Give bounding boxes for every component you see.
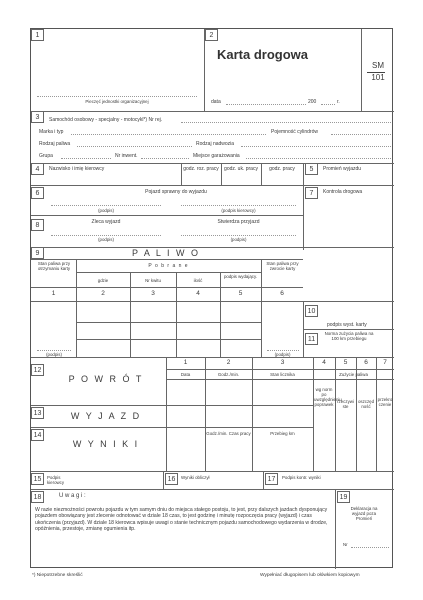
registration-field[interactable] — [181, 122, 391, 123]
section-number-13: 13 — [31, 407, 44, 419]
section-number-18: 18 — [31, 491, 44, 503]
make-label: Marka i typ — [39, 129, 64, 135]
sig-fuel-before: (podpis) — [46, 352, 62, 357]
saving-col-label: oszczędność — [357, 399, 375, 409]
bodywork-label: Rodzaj nadwozia — [196, 141, 235, 147]
work-hours-label: godz. pracy — [269, 166, 295, 172]
fuel-col-1: 1 — [51, 290, 56, 297]
date-label: data — [211, 99, 221, 105]
fuel-usage-col-label: Zużycie paliwa — [339, 372, 368, 377]
vehicle-type-label: Samochód osobowy - specjalny - motocykl*) Nr rej. — [49, 117, 163, 123]
start-time-label: godz. roz. pracy — [183, 166, 219, 172]
confirms-arrival-label: Stwierdza przyjazd — [217, 219, 260, 225]
date-year: 200 — [308, 99, 317, 105]
section-number-17: 17 — [265, 473, 278, 485]
section-number-14: 14 — [31, 429, 44, 441]
remarks-text: W razie niezmożności powrotu pojazdu w tym samym dniu do miejsca stałego postoju, to jest, przy dalszych jazdach dysponujący pojazdem obowiązany jest zlecenie odnotować w dziale 18 czas, to jest godzinę i minutę rozpoczęcia pracy (wyjazd) i czas ukończenia (przyjazd). W dziale 18 kierowca wpisuje uwagi o stanie technicznym pojazdu samochodowego wydarzenia w drodze, opóźnienia, przestoje, zmianę ogumienia itp. — [35, 507, 328, 533]
calculated-by-label: Wyniki obliczył — [181, 475, 210, 480]
remarks-title: U w a g i : — [59, 493, 86, 499]
results-control-sig-label: Podpis kontr. wyniki — [282, 475, 321, 480]
inventory-field[interactable] — [141, 158, 189, 159]
sig-dispatcher-6: (podpis) — [98, 208, 114, 213]
amount-label: ilość — [193, 278, 203, 283]
departure-row-label: W Y J A Z D — [70, 411, 142, 421]
overuse-col-label: przekroczenie — [377, 397, 393, 407]
section-number-4: 4 — [31, 163, 44, 175]
fuel-norm-label: Norma zużycia paliwa na 100 km przebiegu — [324, 331, 374, 341]
group-label: Grupa — [39, 153, 53, 159]
card-issuer-sig-label: podpis wyst. karty — [327, 322, 367, 328]
trip-col-3: 3 — [280, 359, 285, 366]
group-field[interactable] — [61, 158, 111, 159]
sig-driver-6: (podpis kierowcy) — [221, 208, 256, 213]
work-time-col-label: Godz./min. Czas pracy — [206, 431, 251, 436]
section-number-7: 7 — [305, 187, 318, 199]
section-number-9: 9 — [31, 247, 44, 259]
garage-field[interactable] — [246, 158, 391, 159]
section-number-1: 1 — [31, 29, 44, 41]
driver-name-label: Nazwisko i imię kierowcy — [49, 166, 105, 172]
inventory-label: Nr inwent. — [115, 153, 138, 159]
form-code-top: SM — [372, 61, 384, 70]
capacity-field[interactable] — [331, 134, 391, 135]
fuel-col-2: 2 — [101, 290, 105, 297]
date-col-label: Data — [180, 372, 191, 377]
declaration-label: Deklaracja na wyjazd poza Promień — [350, 506, 378, 521]
sig-left-8: (podpis) — [98, 237, 114, 242]
section-number-8: 8 — [31, 219, 44, 231]
radius-label: Promień wyjazdu — [323, 166, 362, 172]
declaration-nr-label: Nr — [343, 542, 348, 547]
fuel-state-after-label: Stan paliwa przy zwrocie karty — [266, 261, 299, 271]
fuel-col-6: 6 — [280, 290, 284, 297]
section-number-2: 2 — [205, 29, 218, 41]
return-row-label: P O W R Ó T — [68, 374, 144, 384]
trip-col-7: 7 — [383, 359, 387, 366]
section-number-5: 5 — [305, 163, 318, 175]
bodywork-field[interactable] — [241, 146, 391, 147]
declaration-nr-field[interactable] — [351, 547, 389, 548]
date-suffix: r. — [337, 99, 340, 105]
make-field[interactable] — [71, 134, 266, 135]
mileage-col-label: Przebieg km — [270, 431, 295, 436]
road-card-form — [30, 28, 393, 568]
received-label: P o b r a n e — [148, 263, 189, 269]
odometer-col-label: Stan licznika — [270, 372, 295, 377]
trip-col-1: 1 — [183, 359, 188, 366]
issuer-sig-label: podpis wydający. — [223, 274, 258, 279]
section-number-19: 19 — [337, 491, 350, 503]
fuel-col-5: 5 — [238, 290, 243, 297]
date-field[interactable] — [226, 104, 306, 105]
trip-col-4: 4 — [322, 359, 326, 366]
trip-col-2: 2 — [226, 359, 231, 366]
sig-fuel-after: (podpis) — [274, 352, 291, 357]
fuel-col-4: 4 — [196, 290, 200, 297]
section-number-15: 15 — [31, 473, 44, 485]
section-number-11: 11 — [305, 333, 318, 345]
sig-right-8: (podpis) — [230, 237, 247, 242]
results-row-label: W Y N I K I — [72, 439, 140, 449]
fuel-state-before-label: Stan paliwa przy otrzymaniu karty — [37, 261, 71, 271]
capacity-label: Pojemność cylindrów — [271, 129, 318, 135]
fuel-type-label: Rodzaj paliwa — [39, 141, 71, 147]
fuel-type-field[interactable] — [77, 146, 192, 147]
where-label: gdzie — [97, 278, 109, 283]
road-control-label: Kontrola drogowa — [323, 189, 363, 195]
section-number-10: 10 — [305, 305, 318, 317]
driver-sig-label: Podpis kierowcy — [47, 475, 65, 485]
section-number-3: 3 — [31, 111, 44, 123]
section-number-16: 16 — [165, 473, 178, 485]
norm-col-label: wg norm po uwzględnieniu poprawek — [314, 387, 342, 407]
section-number-12: 12 — [31, 364, 44, 376]
time-col-label: Godz./min. — [217, 372, 240, 377]
document-title: Karta drogowa — [217, 47, 309, 62]
trip-col-5: 5 — [343, 359, 348, 366]
footnote-left: *) Niepotrzebne skreślić — [32, 573, 83, 578]
receipt-no-label: Nr kwitu — [145, 278, 161, 283]
form-code-bottom: 101 — [371, 73, 385, 82]
trip-col-6: 6 — [364, 359, 368, 366]
orders-departure-label: Zleca wyjazd — [91, 219, 121, 225]
fuel-col-3: 3 — [151, 290, 155, 297]
section-number-6: 6 — [31, 187, 44, 199]
end-time-label: godz. uk. pracy — [224, 166, 258, 172]
footnote-right: Wypełniać długopisem lub ołówkiem kopiowym — [260, 573, 360, 578]
actual-col-label: rzeczywiste — [337, 399, 354, 409]
vehicle-ready-label: Pojazd sprawny do wyjazdu — [145, 189, 207, 195]
fuel-title: P A L I W O — [131, 248, 201, 258]
garage-label: Miejsce garażowania — [193, 153, 240, 159]
stamp-label: Pieczęć jednostki organizacyjnej — [85, 99, 149, 104]
